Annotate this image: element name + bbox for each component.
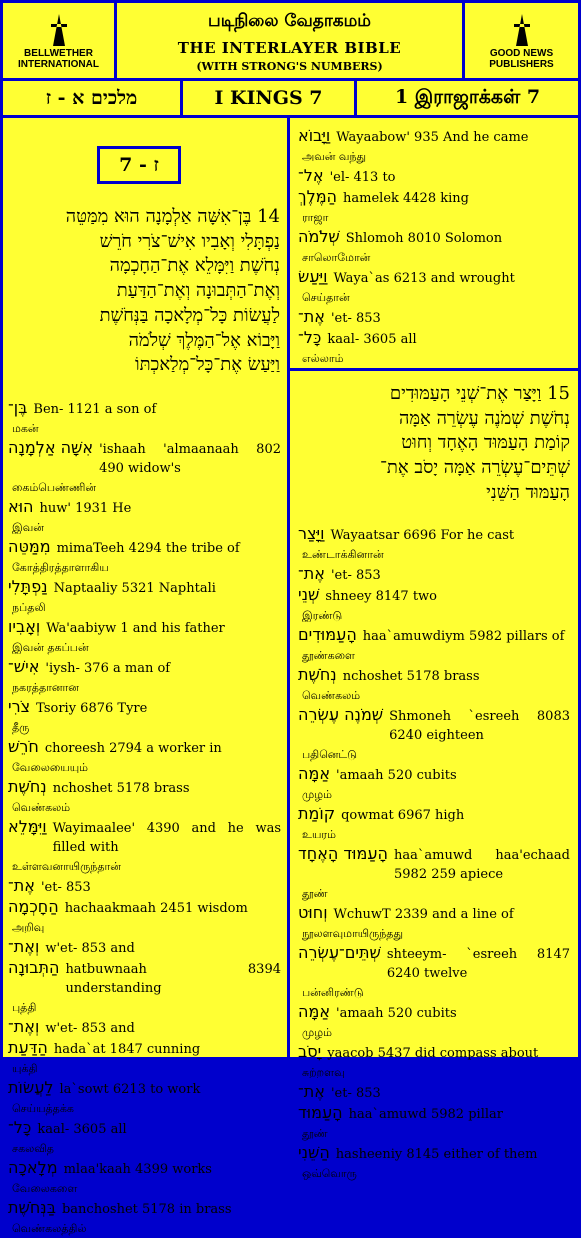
hebrew-word: הַמֶּלֶךְ [298,187,338,206]
tamil-gloss: வெண்கலம் [12,801,71,814]
hebrew-word: אֶל־ [298,166,324,185]
english-gloss: yaacob 5437 did compass about [327,1046,539,1061]
tamil-gloss: செய்யத்தக்க [12,1102,74,1115]
hebrew-word: אֶת־ [298,1082,325,1101]
english-gloss: haa`amuwdiym 5982 pillars of [362,629,565,644]
hebrew-word: יָסֹב [298,1042,322,1061]
word-entry [8,577,281,617]
english-gloss: 'amaah 520 cubits [336,1006,457,1021]
title-panel [117,3,462,78]
tamil-gloss: தூண் [302,887,328,900]
word-entry [8,1017,281,1038]
tamil-gloss: தூண்களை [302,649,355,662]
english-gloss: Wayaatsar 6696 For he cast [330,528,515,543]
english-gloss: nchoshet 5178 brass [342,669,480,684]
tamil-gloss: மகன் [12,422,39,435]
tamil-gloss: பதினெட்டு [302,748,357,761]
english-gloss: mimaTeeh 4294 the tribe of [56,541,240,556]
tamil-gloss: ஒவ்வொரு [302,1167,357,1180]
bellwether-figure-icon [47,12,71,48]
verse-line: וַיָּבוֹא אֶל־הַמֶּלֶךְ שְׁלֹמֹה [128,329,280,351]
right-bottom-word-list [298,524,570,1183]
hebrew-word: אֶת־ [8,876,35,895]
hebrew-word: קוֹמַת [298,804,336,823]
word-entry [8,897,281,937]
english-gloss: hada`at 1847 cunning [53,1042,201,1057]
english-gloss: Tsoriy 6876 Tyre [36,701,148,716]
verse-line: נְחֹשֶׁת שְׁמֹנֶה עֶשְׂרֵה אַמָּה [399,407,570,429]
tamil-gloss: உண்டாக்கினான் [302,548,384,561]
tamil-gloss: நூலளவுமாயிருந்தது [302,927,403,940]
hebrew-word: הָעַמּוּד [298,1103,343,1122]
bellwether-logo [3,3,114,78]
tamil-gloss: ராஜா [302,211,329,224]
tamil-gloss: அறிவு [12,921,45,934]
tamil-gloss: சகலவித [12,1142,54,1155]
verse-label: ז - 7 [97,146,181,184]
word-entry [298,844,570,903]
word-entry [298,764,570,804]
english-gloss: 'amaah 520 cubits [336,768,457,783]
hebrew-word: וַיִּמָּלֵא [8,817,47,836]
english-gloss: Naptaaliy 5321 Naphtali [53,581,216,596]
word-entry [298,307,570,328]
hebrew-word: הַחָכְמָה [8,897,59,916]
word-entry [8,537,281,577]
english-gloss: 'iysh- 376 a man of [45,661,171,676]
word-entry [298,166,570,187]
word-entry [8,617,281,657]
word-entry [298,705,570,764]
word-entry [8,1198,281,1238]
tamil-gloss: சாலொமோன் [302,251,371,264]
word-entry [298,187,570,227]
tamil-gloss: நப்தலி [12,601,46,614]
word-entry [8,958,281,1017]
english-book-label: I KINGS 7 [183,81,354,115]
hebrew-word: הַשֵּׁנִי [298,1143,330,1162]
english-gloss: 'et- 853 [330,1086,381,1101]
word-entry [8,817,281,876]
hebrew-word: וַיַּעַשׂ [298,267,328,286]
english-gloss: Waya`as 6213 and wrought [333,271,515,286]
tamil-gloss: இவன் [12,521,44,534]
english-gloss: Ben- 1121 a son of [33,402,157,417]
hebrew-word: לַעֲשׂוֹת [8,1078,54,1097]
hebrew-word: בֶּן־ [8,398,28,417]
english-gloss: Shlomoh 8010 Solomon [345,231,503,246]
word-entry [8,1078,281,1118]
tamil-gloss: செய்தான் [302,291,350,304]
word-entry [298,227,570,267]
hebrew-word: שְׁמֹנֶה עֶשְׂרֵה [298,705,384,724]
tamil-gloss: நகரத்தானான [12,681,79,694]
hebrew-word: שְׁלֹמֹה [298,227,340,246]
tamil-book-label: 1 இராஜாக்கள் 7 [357,81,578,115]
word-entry [298,625,570,665]
word-entry [298,804,570,844]
hebrew-word: וַיָּבוֹא [298,126,331,145]
word-entry [8,398,281,438]
word-entry [298,328,570,368]
verse-line: נַפְתָּלִי וְאָבִיו אִישׁ־צֹרִי חֹרֵשׁ [99,230,280,252]
hebrew-word: כָּל־ [298,328,322,347]
good-news-logo-text: GOOD NEWS PUBLISHERS [489,47,554,70]
title-english: THE INTERLAYER BIBLE [177,39,402,57]
english-gloss: mlaa'kaah 4399 works [63,1162,212,1177]
word-entry [298,1082,570,1103]
good-news-figure-icon [510,12,534,48]
tamil-gloss: வேலைகளை [12,1182,78,1195]
english-gloss: kaal- 3605 all [37,1122,127,1137]
english-gloss: 'et- 853 [330,568,381,583]
english-gloss: WchuwT 2339 and a line of [333,907,514,922]
tamil-gloss: தீரு [12,721,30,734]
english-gloss: shteeym- `esreeh 8147 6240 twelve [386,947,570,981]
english-gloss: Wayaabow' 935 And he came [336,130,529,145]
hebrew-word: וְאֶת־ [8,937,40,956]
verse-line: נְחֹשֶׁת וַיִּמָּלֵא אֶת־הַחָכְמָה [109,255,280,277]
word-entry [298,665,570,705]
tamil-gloss: உள்ளவனாயிருந்தான் [12,860,121,873]
tamil-gloss: இரண்டு [302,609,343,622]
word-entry [298,524,570,564]
hebrew-word: הַדַּעַת [8,1038,48,1057]
hebrew-word: וְאֶת־ [8,1017,40,1036]
english-gloss: hasheeniy 8145 either of them [335,1147,538,1162]
title-tamil: படிநிலை வேதாகமம் [208,11,371,31]
hebrew-word: נְחֹשֶׁת [298,665,337,684]
verse-line: שְׁתֵּים־עֶשְׂרֵה אַמָּה יָסֹב אֶת־ [380,457,570,479]
english-gloss: qowmat 6967 high [341,808,465,823]
word-entry [298,1103,570,1143]
hebrew-word: אֶת־ [298,564,325,583]
bellwether-logo-text: BELLWETHER INTERNATIONAL [18,47,99,70]
title-subtitle: (WITH STRONG'S NUMBERS) [196,60,383,73]
tamil-gloss: தூண் [302,1127,328,1140]
left-word-list [8,398,281,1238]
word-entry [298,903,570,943]
word-entry [8,1118,281,1158]
verse-line: הָעַמּוּד הַשֵּׁנִי [486,481,570,503]
verse-line: וַיַּעַשׂ אֶת־כָּל־מְלַאכְתּוֹ [134,354,280,376]
word-entry [8,1038,281,1078]
hebrew-word: כָּל־ [8,1118,32,1137]
tamil-gloss: வேலையையும் [12,761,89,774]
hebrew-word: הָעַמּוּד הָאֶחָד [298,844,389,863]
hebrew-word: אַמָּה [298,1002,331,1021]
hebrew-word: מִמַּטֵּה [8,537,51,556]
english-gloss: 'ishaah 'almaanaah 802 490 widow's [99,442,281,476]
hebrew-word: אַמָּה [298,764,331,783]
english-gloss: 'et- 853 [40,880,91,895]
english-gloss: hachaakmaah 2451 wisdom [64,901,248,916]
tamil-gloss: யுக்தி [12,1062,38,1075]
hebrew-word: אִשָּׁה אַלְמָנָה [8,438,94,457]
word-entry [8,497,281,537]
word-entry [8,1158,281,1198]
tamil-gloss: வெண்கலம் [302,689,361,702]
word-entry [298,267,570,307]
tamil-gloss: எல்லாம் [302,352,344,365]
word-entry [298,1143,570,1183]
english-gloss: hatbuwnaah 8394 understanding [65,962,281,996]
tamil-gloss: முழம் [302,788,332,801]
word-entry [298,943,570,1002]
english-gloss: w'et- 853 and [45,1021,135,1036]
english-gloss: Wa'aabiyw 1 and his father [46,621,225,636]
hebrew-word: בַּנְּחֹשֶׁת [8,1198,56,1217]
english-gloss: kaal- 3605 all [327,332,417,347]
hebrew-word: שְׁנֵי [298,585,320,604]
word-entry [8,876,281,897]
english-gloss: haa`amuwd 5982 pillar [348,1107,503,1122]
english-gloss: haa`amuwd haa'echaad 5982 259 apiece [394,848,570,882]
hebrew-word: שְׁתֵּים־עֶשְׂרֵה [298,943,381,962]
hebrew-word: וְאָבִיו [8,617,41,636]
tamil-gloss: பன்னிரண்டு [302,986,364,999]
word-entry [298,564,570,585]
hebrew-word: אֶת־ [298,307,325,326]
word-entry [8,777,281,817]
hebrew-book-label: מלכים א - ז [3,81,180,115]
tamil-gloss: அவன் வந்து [302,150,367,163]
hebrew-word: נַפְתָּלִי [8,577,48,596]
english-gloss: shneey 8147 two [325,589,438,604]
english-gloss: Wayimaalee' 4390 and he was filled with [52,821,281,855]
english-gloss: 'el- 413 to [329,170,396,185]
tamil-gloss: சுற்றளவு [302,1066,345,1079]
word-entry [8,438,281,497]
tamil-gloss: கைம்பெண்ணின் [12,481,97,494]
hebrew-word: וְחוּט [298,903,328,922]
tamil-gloss: கோத்திரத்தாளாகிய [12,561,109,574]
hebrew-word: אִישׁ־ [8,657,40,676]
hebrew-word: מְלָאכָה [8,1158,58,1177]
hebrew-word: הוּא [8,497,34,516]
word-entry [298,585,570,625]
english-gloss: nchoshet 5178 brass [52,781,190,796]
good-news-logo [465,3,578,78]
word-entry [8,737,281,777]
hebrew-word: נְחֹשֶׁת [8,777,47,796]
word-entry [298,1002,570,1042]
right-top-word-list [298,126,570,408]
english-gloss: choreesh 2794 a worker in [44,741,222,756]
right-verse-text [298,382,570,506]
english-gloss: hamelek 4428 king [343,191,469,206]
english-gloss: 'et- 853 [330,311,381,326]
tamil-gloss: இவன் தகப்பன் [12,641,89,654]
english-gloss: w'et- 853 and [45,941,135,956]
verse-line: 14 בֶּן־אִשָּׁה אַלְמָנָה הוּא מִמַּטֵּה [65,206,280,227]
word-entry [8,697,281,737]
word-entry [298,126,570,166]
verse-line: לַעֲשׂוֹת כָּל־מְלָאכָה בַּנְּחֹשֶׁת [99,304,280,326]
english-gloss: Shmoneh `esreeh 8083 6240 eighteen [389,709,570,743]
english-gloss: la`sowt 6213 to work [59,1082,201,1097]
hebrew-word: צֹרִי [8,697,31,716]
left-verse-text [12,205,280,378]
word-entry [8,937,281,958]
verse-line: 15 וַיָּצַר אֶת־שְׁנֵי הָעַמּוּדִים [389,383,570,404]
hebrew-word: הַתְּבוּנָה [8,958,60,977]
tamil-gloss: முழம் [302,1026,332,1039]
english-gloss: huw' 1931 He [39,501,132,516]
hebrew-word: וַיָּצַר [298,524,325,543]
tamil-gloss: வெண்கலத்தில் [12,1222,87,1235]
hebrew-word: חֹרֵשׁ [8,737,39,756]
word-entry [8,657,281,697]
english-gloss: banchoshet 5178 in brass [61,1202,232,1217]
word-entry [298,1042,570,1082]
verse-line: קוֹמַת הָעַמּוּד הָאֶחָד וְחוּט [401,432,570,454]
hebrew-word: הָעַמּוּדִים [298,625,357,644]
verse-line: וְאֶת־הַתְּבוּנָה וְאֶת־הַדַּעַת [116,280,280,302]
tamil-gloss: புத்தி [12,1001,37,1014]
tamil-gloss: உயரம் [302,828,336,841]
